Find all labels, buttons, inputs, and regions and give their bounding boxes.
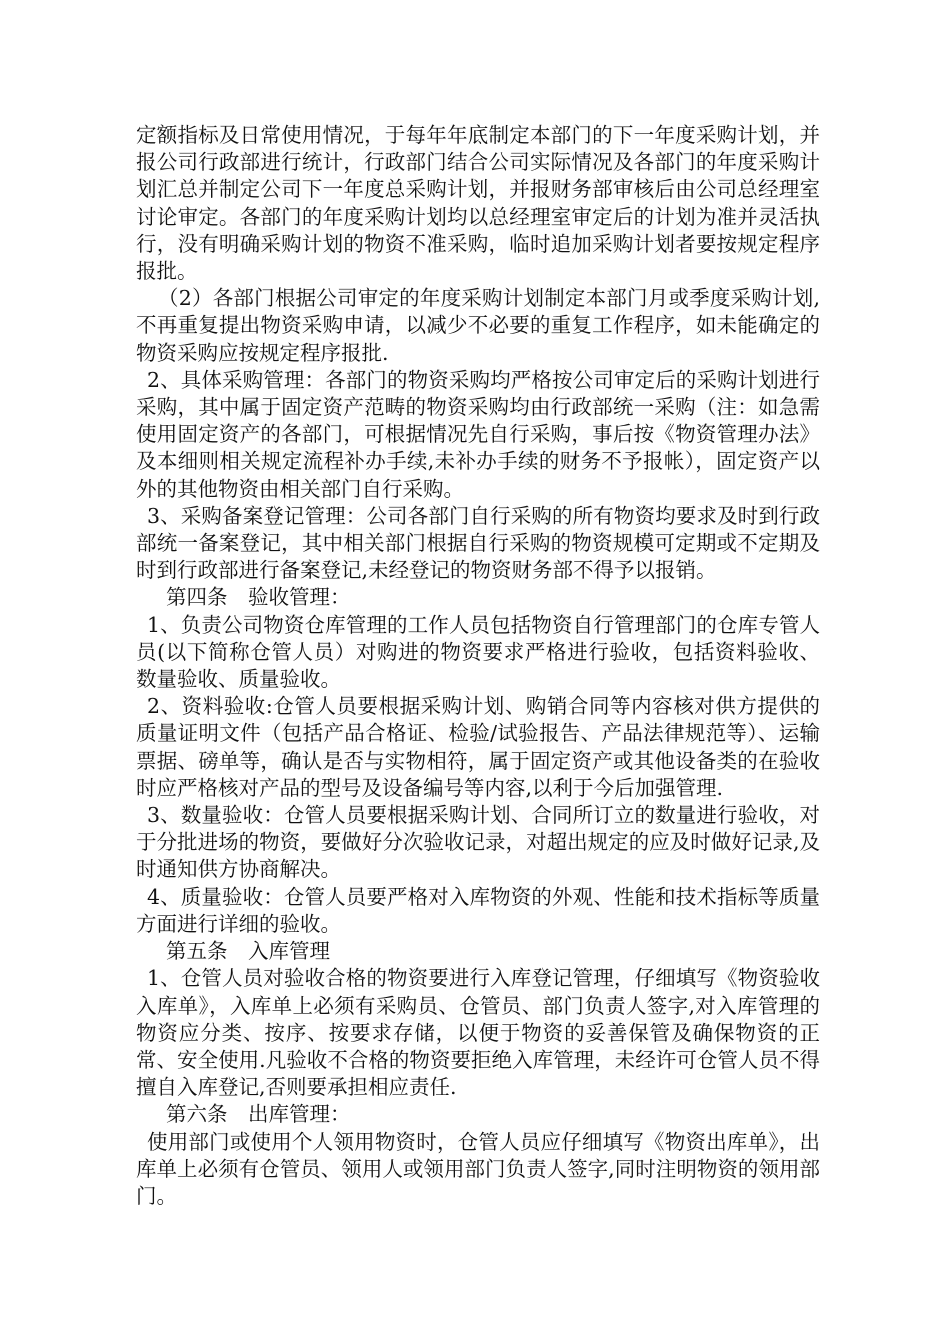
paragraph-purchase-registration: 3、采购备案登记管理：公司各部门自行采购的所有物资均要求及时到行政部统一备案登记，其中相关部门根据自行采购的物资规模可定期或不定期及时到行政部进行备案登记,未经登记的物资财务部不得予以报销。 (136, 503, 820, 583)
paragraph-document-inspection: 2、资料验收:仓管人员要根据采购计划、购销合同等内容核对供方提供的质量证明文件（包括产品合格证、检验/试验报告、产品法律规范等）、运输票据、磅单等，确认是否与实物相符，属于固定资产或其他设备类的在验收时应严格核对产品的型号及设备编号等内容,以利于今后加强管理. (136, 694, 820, 800)
paragraph-quantity-inspection: 3、数量验收：仓管人员要根据采购计划、合同所订立的数量进行验收，对于分批进场的物资，要做好分次验收记录，对超出规定的应及时做好记录,及时通知供方协商解决。 (136, 803, 820, 882)
paragraph-inspection-staff: 1、负责公司物资仓库管理的工作人员包括物资自行管理部门的仓库专管人员(以下简称仓管人员）对购进的物资要求严格进行验收，包括资料验收、数量验收、质量验收。 (136, 612, 820, 692)
paragraph-specific-purchase: 2、具体采购管理：各部门的物资采购均严格按公司审定后的采购计划进行采购，其中属于固定资产范畴的物资采购均由行政部统一采购（注：如急需使用固定资产的各部门，可根据情况先自行采购，事后按《物资管理办法》及本细则相关规定流程补办手续,未补办手续的财务不予报帐），固定资产以外的其他物资由相关部门自行采购。 (136, 367, 820, 501)
section-heading-article-4: 第四条 验收管理： (166, 585, 351, 610)
paragraph-quality-inspection: 4、质量验收：仓管人员要严格对入库物资的外观、性能和技术指标等质量方面进行详细的验收。 (136, 884, 820, 936)
paragraph-monthly-plan: （2）各部门根据公司审定的年度采购计划制定本部门月或季度采购计划,不再重复提出物资采购申请，以减少不必要的重复工作程序，如未能确定的物资采购应按规定程序报批. (136, 286, 820, 365)
section-heading-article-5: 第五条 入库管理 (166, 939, 330, 964)
paragraph-warehouse-entry: 1、仓管人员对验收合格的物资要进行入库登记管理，仔细填写《物资验收入库单》，入库单上必须有采购员、仓管员、部门负责人签字,对入库管理的物资应分类、按序、按要求存储，以便于物资的妥善保管及确保物资的正常、安全使用.凡验收不合格的物资要拒绝入库管理，未经许可仓管人员不得擅自入库登记,否则要承担相应责任. (136, 966, 820, 1100)
paragraph-annual-plan-continued: 定额指标及日常使用情况，于每年年底制定本部门的下一年度采购计划，并报公司行政部进行统计，行政部门结合公司实际情况及各部门的年度采购计划汇总并制定公司下一年度总采购计划，并报财务部审核后由公司总经理室讨论审定。各部门的年度采购计划均以总经理室审定后的计划为准并灵活执行，没有明确采购计划的物资不准采购，临时追加采购计划者要按规定程序报批。 (136, 123, 820, 284)
section-heading-article-6: 第六条 出库管理： (166, 1102, 351, 1127)
document-page (136, 122, 820, 1210)
paragraph-warehouse-exit: 使用部门或使用个人领用物资时，仓管人员应仔细填写《物资出库单》，出库单上必须有仓管员、领用人或领用部门负责人签字,同时注明物资的领用部门。 (136, 1129, 820, 1208)
